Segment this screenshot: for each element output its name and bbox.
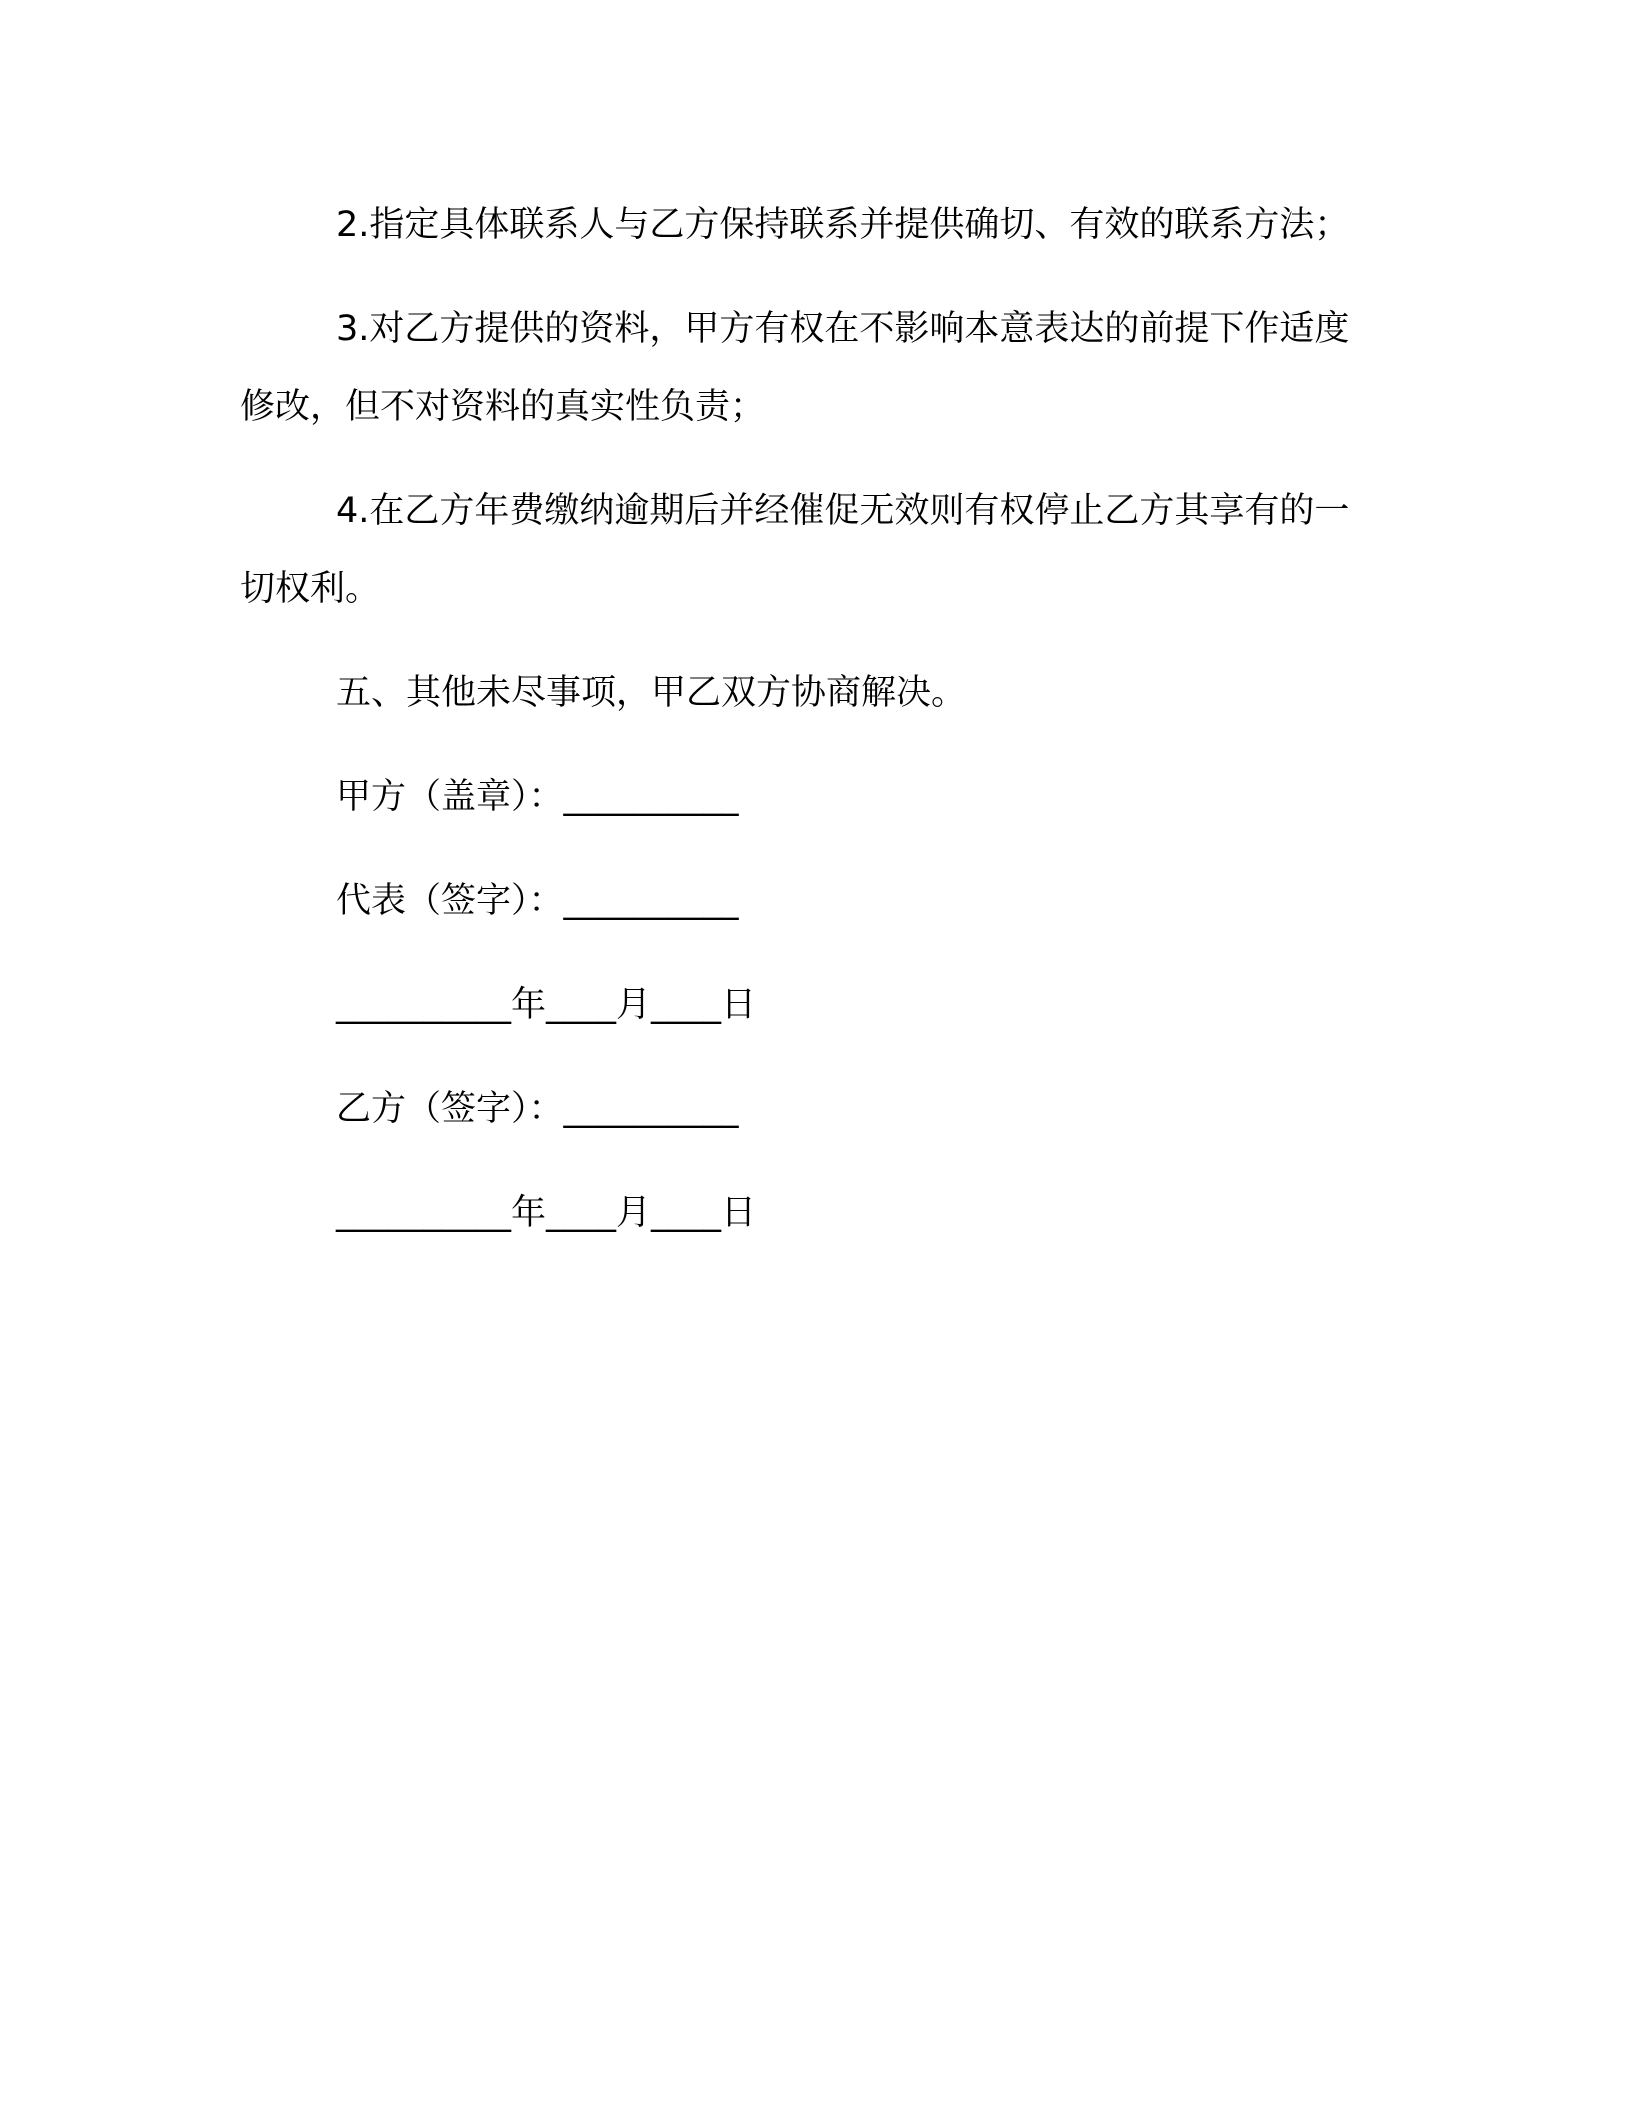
clause-4: 4.在乙方年费缴纳逾期后并经催促无效则有权停止乙方其享有的一切权利。 [240, 491, 1350, 609]
document-body [240, 186, 1370, 1278]
clause-3: 3.对乙方提供的资料，甲方有权在不影响本意表达的前提下作适度修改，但不对资料的真实性负责； [240, 309, 1350, 427]
party-a-seal-line: 甲方（盖章）：__________ [336, 777, 739, 817]
party-b-sign-line: 乙方（签字）：__________ [336, 1089, 739, 1129]
date-line-2: __________年____月____日 [336, 1193, 757, 1233]
clause-5: 五、其他未尽事项，甲乙双方协商解决。 [336, 673, 967, 713]
representative-sign-line: 代表（签字）：__________ [336, 881, 739, 921]
clause-2: 2.指定具体联系人与乙方保持联系并提供确切、有效的联系方法； [336, 205, 1350, 245]
date-line-1: __________年____月____日 [336, 985, 757, 1025]
